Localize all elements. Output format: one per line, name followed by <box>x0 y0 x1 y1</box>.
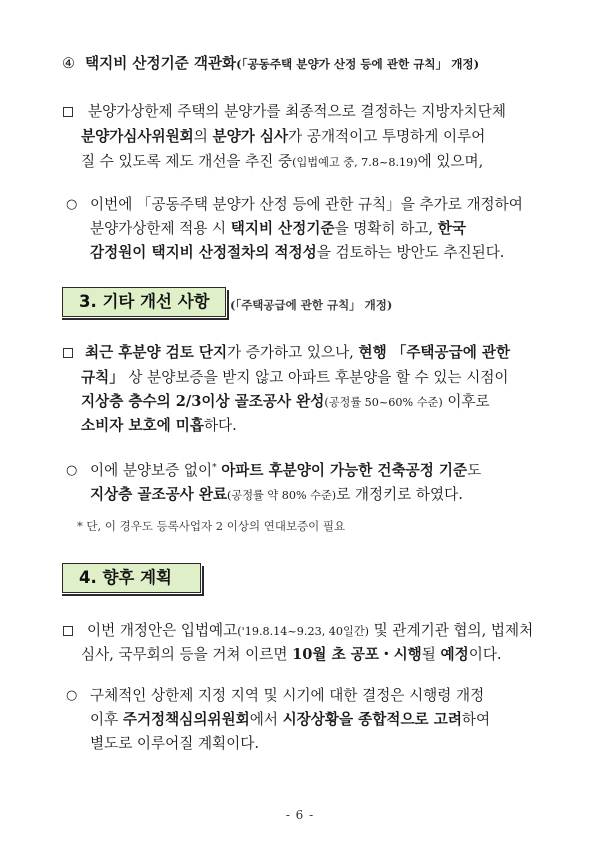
text-segment: 질 수 있도록 제도 개선을 추진 중 <box>81 153 293 170</box>
text-segment: 될 <box>421 646 441 663</box>
text-segment: 하다. <box>203 417 237 434</box>
text-segment: 이후 <box>90 711 123 728</box>
text-segment: 심사, 국무회의 등을 거쳐 이르면 <box>81 646 293 663</box>
text-segment: 택지비 산정기준 <box>230 220 335 237</box>
section-title: 4. 향후 계획 <box>79 568 172 587</box>
paragraph-text <box>90 242 504 264</box>
text-segment: 이번에 「공동주택 분양가 산정 등에 관한 규칙」을 추가로 개정하여 <box>90 196 523 213</box>
paragraph-text <box>90 484 463 507</box>
text-segment: 한국 <box>437 220 466 237</box>
paragraph-text <box>90 460 481 484</box>
text-segment: 규칙」 <box>81 369 124 386</box>
item-heading-text <box>85 53 479 75</box>
text-segment: 소비자 보호에 미흡 <box>81 417 204 434</box>
paragraph-text <box>81 415 237 437</box>
item-number-marker: ④ <box>62 55 76 72</box>
text-segment: 별도로 이루어질 계획이다. <box>90 735 259 752</box>
section-title: 3. 기타 개선 사항 <box>79 292 210 311</box>
paragraph-text <box>90 685 484 707</box>
paragraph-text <box>81 644 502 666</box>
text-segment: 에 있으며, <box>417 153 484 170</box>
text-segment: 상 분양보증을 받지 않고 아파트 후분양을 할 수 있는 시점이 <box>123 369 509 386</box>
paragraph-text <box>87 620 533 643</box>
text-segment: 분양가상한제 주택의 분양가를 최종적으로 결정하는 지방자치단체 <box>88 103 506 120</box>
text-segment: 의 <box>193 128 213 145</box>
text-segment: 시장상황을 종합적으로 고려 <box>282 711 462 728</box>
paragraph-text <box>81 126 485 148</box>
circle-bullet-icon: ○ <box>66 688 78 703</box>
footnote: * 단, 이 경우도 등록사업자 2 이상의 연대보증이 필요 <box>77 519 346 533</box>
text-segment: 을 검토하는 방안도 추진된다. <box>316 244 505 261</box>
text-segment: 및 관계기관 협의, 법제처 <box>369 622 534 639</box>
text-segment: 현행 「주택공급에 관한 <box>358 344 511 361</box>
text-segment: 최근 후분양 검토 단지 <box>85 344 228 361</box>
text-segment: 가 증가하고 있으나, <box>227 344 359 361</box>
text-segment: (입법예고 중, 7.8~8.19) <box>292 156 418 169</box>
square-bullet-icon <box>63 107 73 117</box>
paragraph-text <box>85 342 510 364</box>
text-segment: (「공동주택 분양가 산정 등에 관한 규칙」 개정) <box>236 57 480 71</box>
text-segment: ('19.8.14~9.23, 40일간) <box>237 625 370 638</box>
section-title-box <box>62 563 201 593</box>
square-bullet-icon <box>63 626 73 636</box>
text-segment: 예정 <box>440 646 469 663</box>
paragraph-text <box>90 218 466 240</box>
text-segment: 이다. <box>468 646 502 663</box>
text-segment: 을 명확히 하고, <box>334 220 438 237</box>
page-number: - 6 - <box>285 808 315 822</box>
text-segment: 분양가상한제 적용 시 <box>90 220 231 237</box>
text-segment: 이후로 <box>442 393 490 410</box>
text-segment: 10월 초 공포・시행 <box>292 646 422 663</box>
text-segment: 아파트 후분양이 가능한 건축공정 기준 <box>221 462 468 479</box>
text-segment: 가 공개적이고 투명하게 이루어 <box>288 128 486 145</box>
circle-bullet-icon: ○ <box>66 197 78 212</box>
section-title-box <box>62 287 226 317</box>
text-segment: 택지비 산정기준 객관화 <box>85 55 237 72</box>
text-segment: 분양가심사위원회 <box>81 128 194 145</box>
text-segment: 에서 <box>249 711 283 728</box>
text-segment: 감정원이 택지비 산정절차의 적정성 <box>90 244 317 261</box>
text-segment: 이번 개정안은 입법예고 <box>87 622 238 639</box>
text-segment: 로 개정키로 하였다. <box>336 486 463 503</box>
circle-bullet-icon: ○ <box>66 463 78 478</box>
text-segment: (공정률 50~60% 수준) <box>324 396 443 409</box>
paragraph-text <box>90 709 490 731</box>
paragraph-text <box>88 101 506 123</box>
paragraph-text <box>81 151 483 174</box>
section-note: (「주택공급에 관한 규칙」 개정) <box>230 298 393 312</box>
text-segment: (공정률 약 80% 수준) <box>227 489 337 502</box>
text-segment: 이에 분양보증 없이 <box>90 462 213 479</box>
text-segment: 하여 <box>461 711 491 728</box>
paragraph-text <box>81 391 490 414</box>
paragraph-text <box>90 733 259 755</box>
paragraph-text <box>90 194 523 216</box>
text-segment: 지상층 층수의 2/3이상 골조공사 완성 <box>81 393 325 410</box>
square-bullet-icon <box>63 348 73 358</box>
text-segment: 주거정책심의위원회 <box>122 711 250 728</box>
text-segment: 구체적인 상한제 지정 지역 및 시기에 대한 결정은 시행령 개정 <box>90 687 485 704</box>
text-segment: 지상층 골조공사 완료 <box>90 486 228 503</box>
paragraph-text <box>81 367 509 389</box>
text-segment: 도 <box>467 462 482 479</box>
text-segment: * <box>212 463 217 473</box>
text-segment: 분양가 심사 <box>212 128 289 145</box>
